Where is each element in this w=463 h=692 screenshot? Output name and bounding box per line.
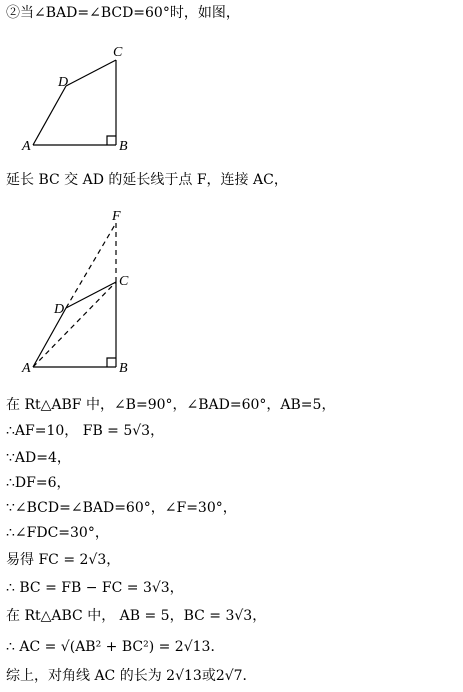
solution-line-8: ∴ BC = FB − FC = 3√3， — [6, 580, 184, 596]
intro-text: ②当∠BAD=∠BCD=60°时，如图， — [6, 5, 240, 21]
solution-line-3: ∵AD=4， — [6, 450, 71, 466]
solution-line-11: 综上，对角线 AC 的长为 2√13或2√7． — [6, 668, 257, 684]
label-b: B — [119, 361, 128, 376]
segment-da — [33, 86, 66, 145]
solution-line-5: ∵∠BCD=∠BAD=60°，∠F=30°， — [6, 500, 237, 516]
extend-text: 延长 BC 交 AD 的延长线于点 F，连接 AC， — [6, 172, 288, 188]
solution-line-7: 易得 FC = 2√3， — [6, 552, 121, 568]
right-angle-mark — [107, 358, 116, 367]
solution-line-2: ∴AF=10， FB = 5√3， — [6, 423, 165, 439]
label-b: B — [119, 139, 128, 152]
figure-quadrilateral — [0, 42, 463, 152]
solution-line-4: ∴DF=6， — [6, 475, 71, 491]
label-a: A — [22, 139, 31, 152]
label-d: D — [54, 302, 65, 317]
solution-line-10: ∴ AC = √(AB² + BC²) = 2√13． — [6, 639, 225, 655]
solution-line-9: 在 Rt△ABC 中， AB = 5，BC = 3√3， — [6, 608, 267, 624]
label-a: A — [22, 361, 31, 376]
segment-ac-dashed — [33, 282, 116, 367]
solution-line-6: ∴∠FDC=30°， — [6, 525, 109, 541]
right-angle-mark — [107, 136, 116, 145]
label-d: D — [58, 75, 69, 90]
solution-line-1: 在 Rt△ABF 中，∠B=90°，∠BAD=60°，AB=5， — [6, 397, 336, 413]
figure-extended — [0, 205, 463, 377]
label-c: C — [119, 274, 129, 289]
segment-cd — [66, 282, 116, 308]
segment-cd — [66, 60, 116, 86]
label-f: F — [112, 209, 121, 224]
label-c: C — [113, 45, 123, 60]
